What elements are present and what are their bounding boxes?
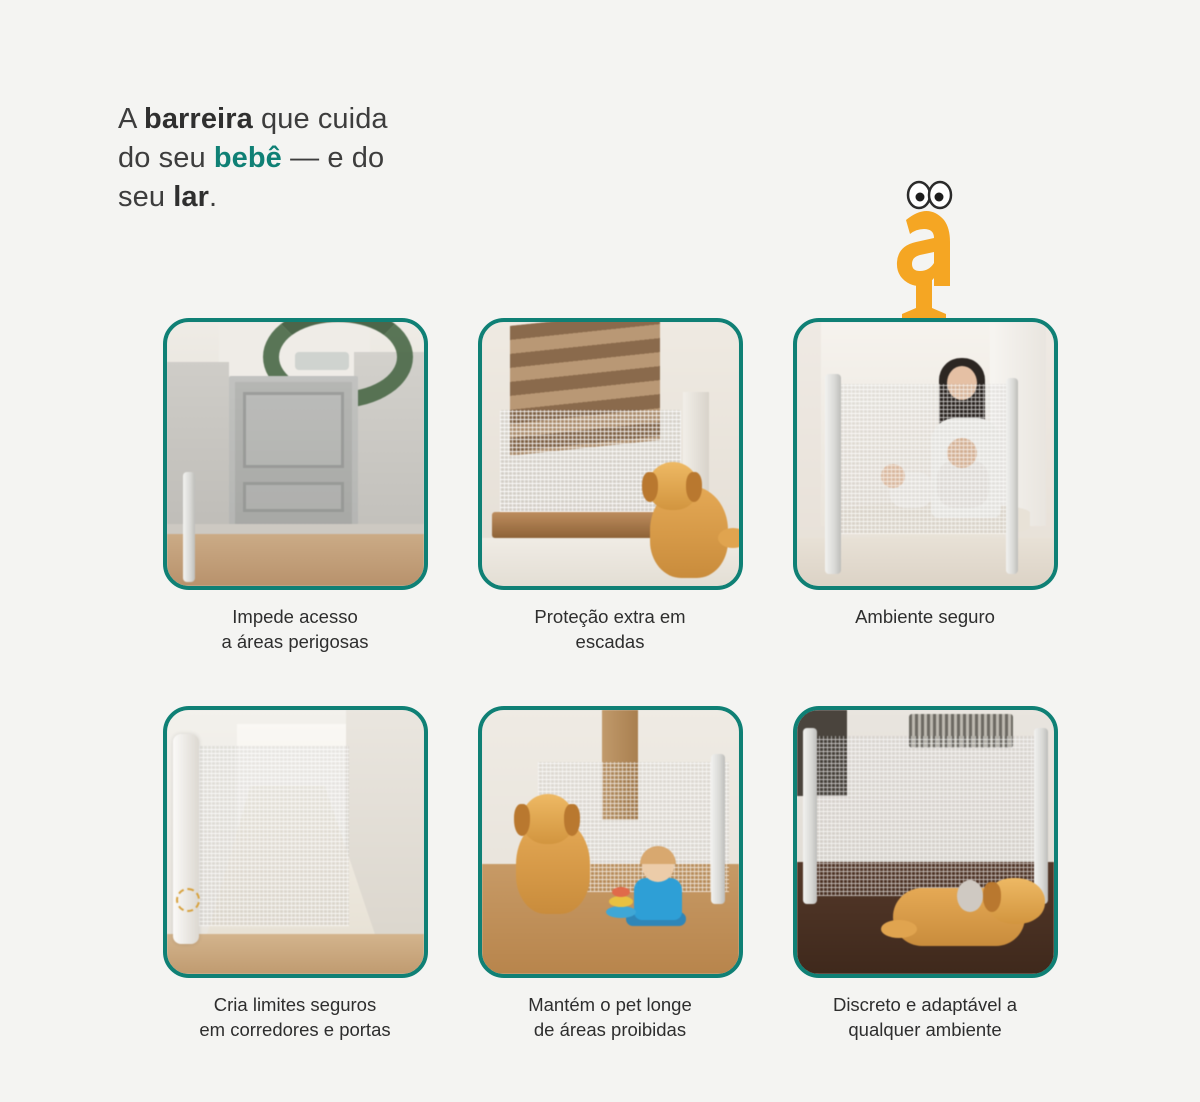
- card-caption-line-1: Impede acesso: [232, 606, 358, 627]
- headline-bold-barreira: barreira: [144, 103, 253, 135]
- card-caption-line-2: qualquer ambiente: [848, 1019, 1002, 1040]
- feature-card[interactable]: [478, 706, 743, 1042]
- card-caption: [793, 604, 1058, 629]
- card-image-impede-acesso: [163, 318, 428, 590]
- card-caption-line-2: a áreas perigosas: [221, 631, 369, 652]
- card-caption-line-2: em corredores e portas: [199, 1019, 391, 1040]
- feature-card-grid: [150, 318, 1070, 1042]
- letter-a-mascot-icon: [886, 168, 966, 328]
- headline-line-1: [118, 100, 388, 139]
- feature-card[interactable]: [163, 706, 428, 1042]
- card-caption-line-1: Discreto e adaptável a: [832, 994, 1018, 1015]
- card-image-limites-seguros: [163, 706, 428, 978]
- roller-knob-icon: [176, 888, 200, 912]
- headline-text: A: [118, 103, 144, 135]
- plush-toy-illustration: [957, 880, 983, 912]
- headline-text: do seu: [118, 142, 214, 174]
- headline-text: que cuida: [252, 103, 388, 135]
- headline-line-3: [118, 178, 388, 217]
- feature-card[interactable]: [793, 706, 1058, 1042]
- headline-text: seu: [118, 181, 174, 213]
- headline-text: — e do: [281, 142, 385, 174]
- card-caption: [163, 604, 428, 654]
- headline-bold-lar: lar: [173, 181, 209, 213]
- feature-card[interactable]: [478, 318, 743, 654]
- card-caption-line-1: Ambiente seguro: [855, 606, 995, 627]
- card-image-ambiente-seguro: [793, 318, 1058, 590]
- page-headline: [118, 100, 388, 217]
- feature-card[interactable]: [163, 318, 428, 654]
- card-caption: [478, 604, 743, 654]
- card-caption-line-1: Cria limites seguros: [213, 994, 377, 1015]
- card-caption: [793, 992, 1058, 1042]
- headline-line-2: [118, 139, 388, 178]
- card-image-pet-longe: [478, 706, 743, 978]
- card-caption-line-2: escadas: [575, 631, 645, 652]
- card-caption-line-2: de áreas proibidas: [533, 1019, 687, 1040]
- card-caption: [478, 992, 743, 1042]
- card-caption: [163, 992, 428, 1042]
- feature-card[interactable]: [793, 318, 1058, 654]
- headline-accent-bebe: bebê: [213, 142, 282, 174]
- card-caption-line-1: Proteção extra em: [534, 606, 686, 627]
- headline-text: .: [209, 181, 218, 213]
- card-image-protecao-escadas: [478, 318, 743, 590]
- card-caption-line-1: Mantém o pet longe: [528, 994, 692, 1015]
- card-image-discreto-adaptavel: [793, 706, 1058, 978]
